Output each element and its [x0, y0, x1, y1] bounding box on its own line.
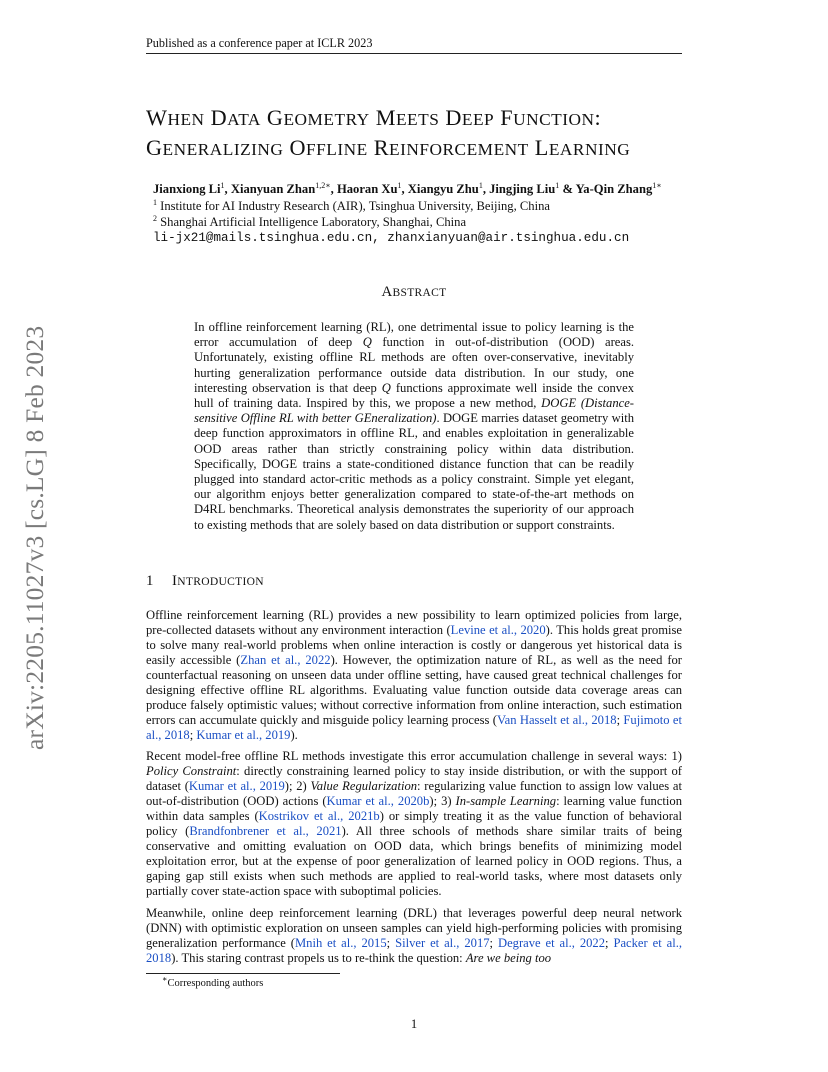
citation-link[interactable]: Brandfonbrener et al., 2021 — [189, 823, 342, 838]
paragraph-emphasis: Are we being too — [465, 950, 552, 965]
paper-title — [146, 104, 706, 164]
citation-link[interactable]: Kumar et al., 2020b — [326, 793, 430, 808]
affiliation-1 — [153, 199, 693, 214]
citation-link[interactable]: Silver et al., 2017 — [395, 935, 490, 950]
paragraph-text: ; — [489, 935, 498, 950]
paragraph-text: ) or simply treating it as the value function of behavioral policy ( — [146, 808, 682, 838]
author-name: Xianyuan Zhan — [230, 182, 316, 196]
intro-paragraph-2 — [146, 749, 682, 899]
citation-link[interactable]: Levine et al., 2020 — [450, 622, 546, 637]
paragraph-text: ). — [290, 727, 298, 742]
affiliation-text: Institute for AI Industry Research (AIR), Tsinghua University, Beijing, China — [160, 199, 550, 213]
author-name: Jingjing Liu — [489, 182, 556, 196]
intro-paragraph-1 — [146, 608, 682, 743]
affiliation-number: 2 — [153, 213, 157, 223]
paragraph-emphasis: Policy Constraint — [146, 763, 237, 778]
title-line-1: WHEN DATA GEOMETRY MEETS DEEP FUNCTION: — [146, 105, 602, 130]
running-header: Published as a conference paper at ICLR 2023 — [146, 36, 373, 50]
paragraph-text: ). This staring contrast propels us to re-think the question: — [171, 950, 466, 965]
section-title: INTRODUCTION — [172, 573, 264, 589]
citation-link[interactable]: Kumar et al., 2019 — [188, 778, 285, 793]
author-affiliation-mark: 1∗ — [652, 180, 662, 190]
paragraph-emphasis: Value Regularization — [310, 778, 418, 793]
author-name: & Ya-Qin Zhang — [562, 182, 653, 196]
footnote-mark: ∗ — [162, 974, 168, 984]
paragraph-text: : learning value function within data samples ( — [146, 793, 683, 823]
title-line-2: GENERALIZING OFFLINE REINFORCEMENT LEARNING — [146, 135, 631, 160]
affiliation-2 — [153, 215, 693, 230]
paragraph-emphasis: In-sample Learning — [455, 793, 557, 808]
abstract-math: Q — [381, 380, 391, 395]
citation-link[interactable]: Van Hasselt et al., 2018 — [496, 712, 617, 727]
abstract-body — [194, 320, 634, 533]
paragraph-text: ); 3) — [429, 793, 456, 808]
author-name: Haoran Xu — [336, 182, 398, 196]
footnote — [162, 974, 264, 989]
citation-link[interactable]: Degrave et al., 2022 — [497, 935, 606, 950]
author-affiliation-mark: 1 — [220, 180, 225, 190]
author-affiliation-mark: 1 — [478, 180, 483, 190]
citation-link[interactable]: Mnih et al., 2015 — [294, 935, 387, 950]
paragraph-text: Meanwhile, online deep reinforcement learning (DRL) that leverages powerful deep neural network (DNN) with optimistic exploration on unseen samples can yield high-performing policies with promising generalization performance ( — [146, 906, 682, 950]
abstract-text: In offline reinforcement learning (RL), one detrimental issue to policy learning is the error accumulation of deep — [194, 320, 634, 350]
paragraph-text: Recent model-free offline RL methods investigate this error accumulation challenge in several ways: 1) — [146, 749, 682, 763]
abstract-text: functions approximate well inside the convex hull of training data. Inspired by this, we propose a new method, — [194, 380, 634, 411]
affiliation-number: 1 — [153, 197, 157, 207]
paragraph-text: ); 2) — [284, 778, 311, 793]
section-heading — [146, 573, 264, 590]
arxiv-stamp[interactable]: arXiv:2205.11027v3 [cs.LG] 8 Feb 2023 — [20, 325, 49, 750]
paragraph-text: ). However, the optimization nature of RL, as well as the need for counterfactual reasoning on unseen data under offline setting, have caused great technical challenges for designing effective offline RL algorithms. Evaluating value function outside data coverage areas can produce falsely optimistic values; without corrective information from online interaction, such estimation errors can accumulate quickly and misguide policy learning process ( — [146, 652, 683, 727]
intro-paragraph-3 — [146, 906, 682, 966]
paragraph-text: ). All three schools of methods share similar traits of being conservative and omitting evaluation on OOD data, which brings benefits of minimizing model exploitation error, but at the expense of poor generalization of learned policy in OOD regions. Thus, a gaping gap still exists when such methods are applied to real-world tasks, where most datasets only partially cover state-action space with suboptimal policies. — [146, 823, 682, 898]
citation-link[interactable]: Kumar et al., 2019 — [196, 727, 291, 742]
affiliation-text: Shanghai Artificial Intelligence Laboratory, Shanghai, China — [160, 215, 467, 229]
paragraph-text: ). This holds great promise to solve many real-world problems when online interaction is costly or dangerous yet historical data is easily accessible ( — [146, 622, 682, 667]
author-name: Jianxiong Li — [153, 182, 221, 196]
author-emails: li-jx21@mails.tsinghua.edu.cn, zhanxianyuan@air.tsinghua.edu.cn — [153, 231, 630, 245]
paragraph-text: ; — [386, 935, 396, 950]
abstract-method-name: DOGE (Distance-sensitive Offline RL with better GEneralization) — [194, 396, 634, 426]
author-name: Xiangyu Zhu — [407, 182, 479, 196]
paragraph-text: Offline reinforcement learning (RL) provides a new possibility to learn optimized policies from large, pre-collected datasets without any environment interaction ( — [146, 608, 682, 637]
header-rule — [146, 53, 682, 54]
citation-link[interactable]: Packer et al., 2018 — [146, 935, 682, 965]
footnote-rule — [146, 973, 340, 974]
footnote-text: Corresponding authors — [167, 978, 264, 989]
author-affiliation-mark: 1 — [397, 180, 402, 190]
paragraph-text: ; — [605, 935, 614, 950]
paragraph-text: : directly constraining learned policy to stay inside distribution, or with the support of dataset ( — [146, 763, 683, 793]
section-number: 1 — [146, 573, 154, 589]
citation-link[interactable]: Kostrikov et al., 2021b — [258, 808, 380, 823]
citation-link[interactable]: Fujimoto et al., 2018 — [146, 712, 682, 742]
abstract-math: Q — [362, 335, 372, 350]
author-list: Jianxiong Li$^1$, Xianyuan Zhan$^{1,2∗}$, Haoran Xu$^1$, Xiangyu Zhu$^1$, Jingjing Liu$^1$ & Ya-Qin Zhang$^{1∗}$ — [153, 180, 662, 196]
author-affiliation-mark: 1 — [555, 180, 560, 190]
page-number: 1 — [410, 1017, 418, 1031]
abstract-text: . DOGE marries dataset geometry with deep function approximators in offline RL, and enables exploitation in generalizable OOD areas rather than strictly constraining policy within data distribution. Specifically, DOGE trains a state-conditioned distance function that can be readily plugged into standard actor-critic methods as a policy constraint. Simple yet elegant, our algorithm enjoys better generalization compared to state-of-the-art methods on D4RL benchmarks. Theoretical analysis demonstrates the superiority of our approach to existing methods that are solely based on data distribution or support constraints. — [194, 411, 634, 532]
citation-link[interactable]: Zhan et al., 2022 — [240, 652, 331, 667]
abstract-heading: ABSTRACT — [381, 284, 447, 300]
paragraph-text: ; — [189, 727, 197, 742]
paragraph-text: : regularizing value function to assign low values at out-of-distribution (OOD) actions ( — [146, 778, 683, 808]
author-affiliation-mark: 1,2∗ — [315, 180, 331, 190]
abstract-text: function in out-of-distribution (OOD) areas. Unfortunately, existing offline RL methods are often over-conservative, inevitably hurting generalization performance outside data distribution. In our study, one interesting observation is that deep — [194, 335, 634, 395]
paragraph-text: ; — [616, 712, 624, 727]
